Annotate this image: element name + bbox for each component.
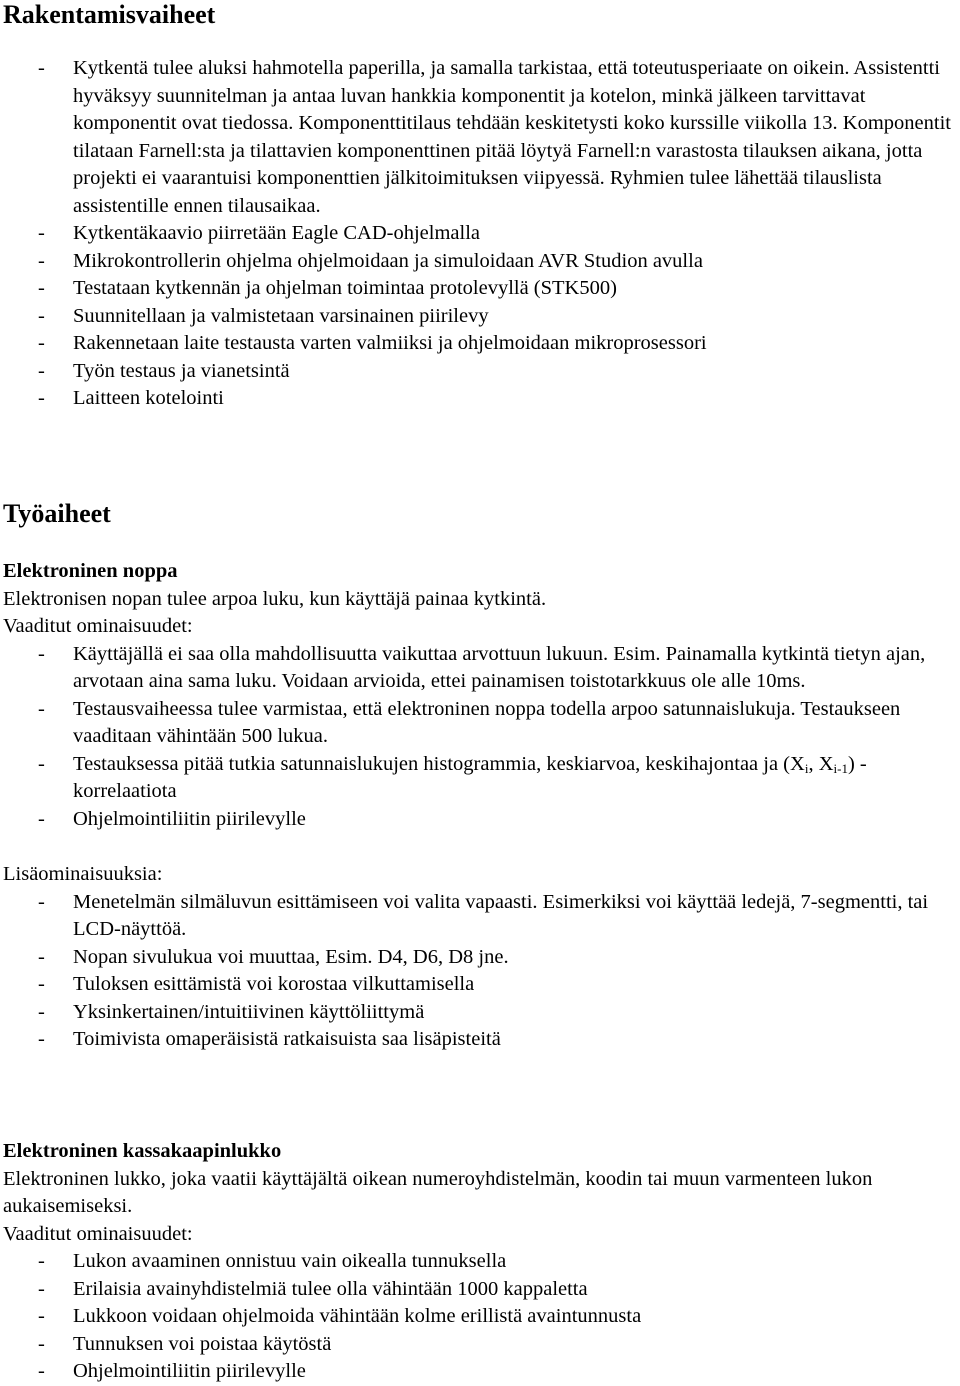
list-item: - Tuloksen esittämistä voi korostaa vilkuttamisella: [38, 973, 475, 995]
required-features-label: Vaaditut ominaisuudet:: [3, 615, 193, 637]
construction-steps-list: [3, 55, 958, 413]
list-item: - Laitteen kotelointi: [38, 387, 224, 409]
topic-electronic-safe-lock: [3, 1138, 958, 1386]
list-item: - Menetelmän silmäluvun esittämiseen voi valita vapaasti. Esimerkiksi voi käyttää ledejä, 7-segmentti, tai LCD-näyttöä.: [38, 890, 929, 940]
extra-features-label: Lisäominaisuuksia:: [3, 863, 163, 885]
list-item: - Käyttäjällä ei saa olla mahdollisuutta vaikuttaa arvottuun lukuun. Esim. Painamalla kytkintä tietyn ajan, arvotaan aina sama luku. Voidaan arvioida, ettei painamisen toistotarkkuus ole alle 10ms.: [38, 642, 926, 692]
list-item: - Rakennetaan laite testausta varten valmiiksi ja ohjelmoidaan mikroprosessori: [38, 332, 707, 354]
section-title-rakentamisvaiheet: Rakentamisvaiheet: [3, 0, 216, 29]
list-item: - Kytkentä tulee aluksi hahmotella paperilla, ja samalla tarkistaa, että toteutusperiaate on oikein. Assistentti hyväksyy suunnitelman ja antaa luvan hankkia komponentit ja kotelon, minkä jälkeen tarvittavat komponentit ovat tiedossa. Komponenttitilaus tehdään keskitetysti koko kurssille viikolla 13. Komponentit tilataan Farnell:sta ja tilattavien komponenttinen pitää löytyä Farnell:n varastosta tilauksen aikana, jotta projekti ei vaarantuisi komponenttien jälkitoimituksen viipyessä. Ryhmien tulee lähettää tilauslista assistentille ennen tilausaikaa.: [38, 57, 951, 217]
topic-electronic-die: [3, 558, 958, 1054]
list-item: - Kytkentäkaavio piirretään Eagle CAD-ohjelmalla: [38, 222, 480, 244]
list-item: - Testataan kytkennän ja ohjelman toimintaa protolevyllä (STK500): [38, 277, 617, 299]
topic-description: Elektronisen nopan tulee arpoa luku, kun käyttäjä painaa kytkintä.: [3, 587, 547, 610]
list-item: - Mikrokontrollerin ohjelma ohjelmoidaan ja simuloidaan AVR Studion avulla: [38, 249, 703, 272]
list-item: - Työn testaus ja vianetsintä: [38, 359, 290, 382]
list-item: - Yksinkertainen/intuitiivinen käyttöliittymä: [38, 1000, 425, 1023]
extra-features-list: [3, 889, 958, 1054]
list-item: - Testausvaiheessa tulee varmistaa, että elektroninen noppa todella arpoo satunnaislukuja. Testaukseen vaaditaan vähintään 500 lukua.: [38, 697, 901, 747]
list-item: - Lukkoon voidaan ohjelmoida vähintään kolme erillistä avaintunnusta: [38, 1305, 642, 1327]
list-item: - Nopan sivulukua voi muuttaa, Esim. D4, D6, D8 jne.: [38, 945, 509, 968]
topic-title: Elektroninen noppa: [3, 560, 178, 582]
required-features-label: Vaaditut ominaisuudet:: [3, 1222, 193, 1245]
required-features-list: [3, 1248, 958, 1386]
list-item: - Ohjelmointiliitin piirilevylle: [38, 807, 306, 830]
list-item: - Suunnitellaan ja valmistetaan varsinainen piirilevy: [38, 304, 489, 327]
required-features-list: [3, 641, 958, 834]
list-item: - Toimivista omaperäisistä ratkaisuista saa lisäpisteitä: [38, 1028, 501, 1050]
topic-title: Elektroninen kassakaapinlukko: [3, 1140, 282, 1162]
list-item: - Testauksessa pitää tutkia satunnaislukujen histogrammia, keskiarvoa, keskihajontaa ja ($X_i$, $X_{i-1}$) -korrelaatiota: [38, 752, 867, 802]
topic-description: Elektroninen lukko, joka vaatii käyttäjältä oikean numeroyhdistelmän, koodin tai muun varmenteen lukon aukaisemiseksi.: [3, 1167, 873, 1217]
section-title-tyoaiheet: Työaiheet: [3, 499, 111, 528]
list-item: - Ohjelmointiliitin piirilevylle: [38, 1360, 306, 1382]
list-item: - Lukon avaaminen onnistuu vain oikealla tunnuksella: [38, 1250, 507, 1272]
list-item: - Erilaisia avainyhdistelmiä tulee olla vähintään 1000 kappaletta: [38, 1277, 588, 1300]
list-item: - Tunnuksen voi poistaa käytöstä: [38, 1332, 332, 1355]
